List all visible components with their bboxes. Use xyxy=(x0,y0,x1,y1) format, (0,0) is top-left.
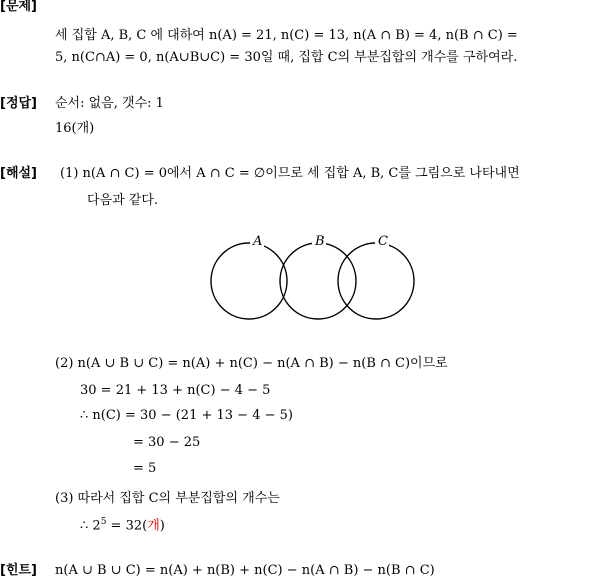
solution-step3-line-1: (3) 따라서 집합 C의 부분집합의 개수는 xyxy=(55,491,280,506)
hint-formula: n(A ∪ B ∪ C) = n(A) + n(B) + n(C) − n(A ∩ B) − n(B ∩ C) xyxy=(55,563,435,578)
venn-label-a: A xyxy=(253,234,263,249)
answer-line-2: 16(개) xyxy=(55,121,95,136)
result-close: ) xyxy=(159,518,165,534)
solution-step2-line-1: (2) n(A ∪ B ∪ C) = n(A) + n(C) − n(A ∩ B) − n(B ∩ C)이므로 xyxy=(55,356,448,371)
result-unit: 개 xyxy=(147,518,160,534)
result-exponent: 5 xyxy=(100,517,107,527)
problem-line-2: 5, n(C∩A) = 0, n(A∪B∪C) = 30일 때, 집합 C의 부분집합의 개수를 구하여라. xyxy=(55,50,518,65)
solution-step2-line-2: 30 = 21 + 13 + n(C) − 4 − 5 xyxy=(80,383,271,398)
hint-label: [힌트] xyxy=(0,563,37,578)
result-prefix: ∴ 2 xyxy=(80,518,101,534)
solution-step2-line-3: ∴ n(C) = 30 − (21 + 13 − 4 − 5) xyxy=(80,408,293,423)
venn-circle-c xyxy=(338,243,414,319)
solution-step2-line-4: = 30 − 25 xyxy=(133,435,201,450)
solution-step1-line-2: 다음과 같다. xyxy=(87,193,159,208)
venn-label-b: B xyxy=(315,234,325,249)
venn-label-c: C xyxy=(378,234,388,249)
solution-step1-line-1: (1) n(A ∩ C) = 0에서 A ∩ C = ∅이므로 세 집합 A, B, C를 그림으로 나타내면 xyxy=(60,166,520,181)
venn-circle-a xyxy=(211,243,287,319)
problem-line-1: 세 집합 A, B, C 에 대하여 n(A) = 21, n(C) = 13, n(A ∩ B) = 4, n(B ∩ C) = xyxy=(55,28,518,43)
result-value: = 32( xyxy=(106,518,148,534)
solution-step3-result xyxy=(80,518,165,532)
answer-label: [정답] xyxy=(0,96,37,111)
answer-line-1: 순서: 없음, 갯수: 1 xyxy=(55,96,164,111)
problem-label: [문제] xyxy=(0,0,37,14)
solution-step2-line-5: = 5 xyxy=(133,461,157,476)
venn-circle-b xyxy=(280,243,356,319)
solution-label: [해설] xyxy=(0,166,37,181)
